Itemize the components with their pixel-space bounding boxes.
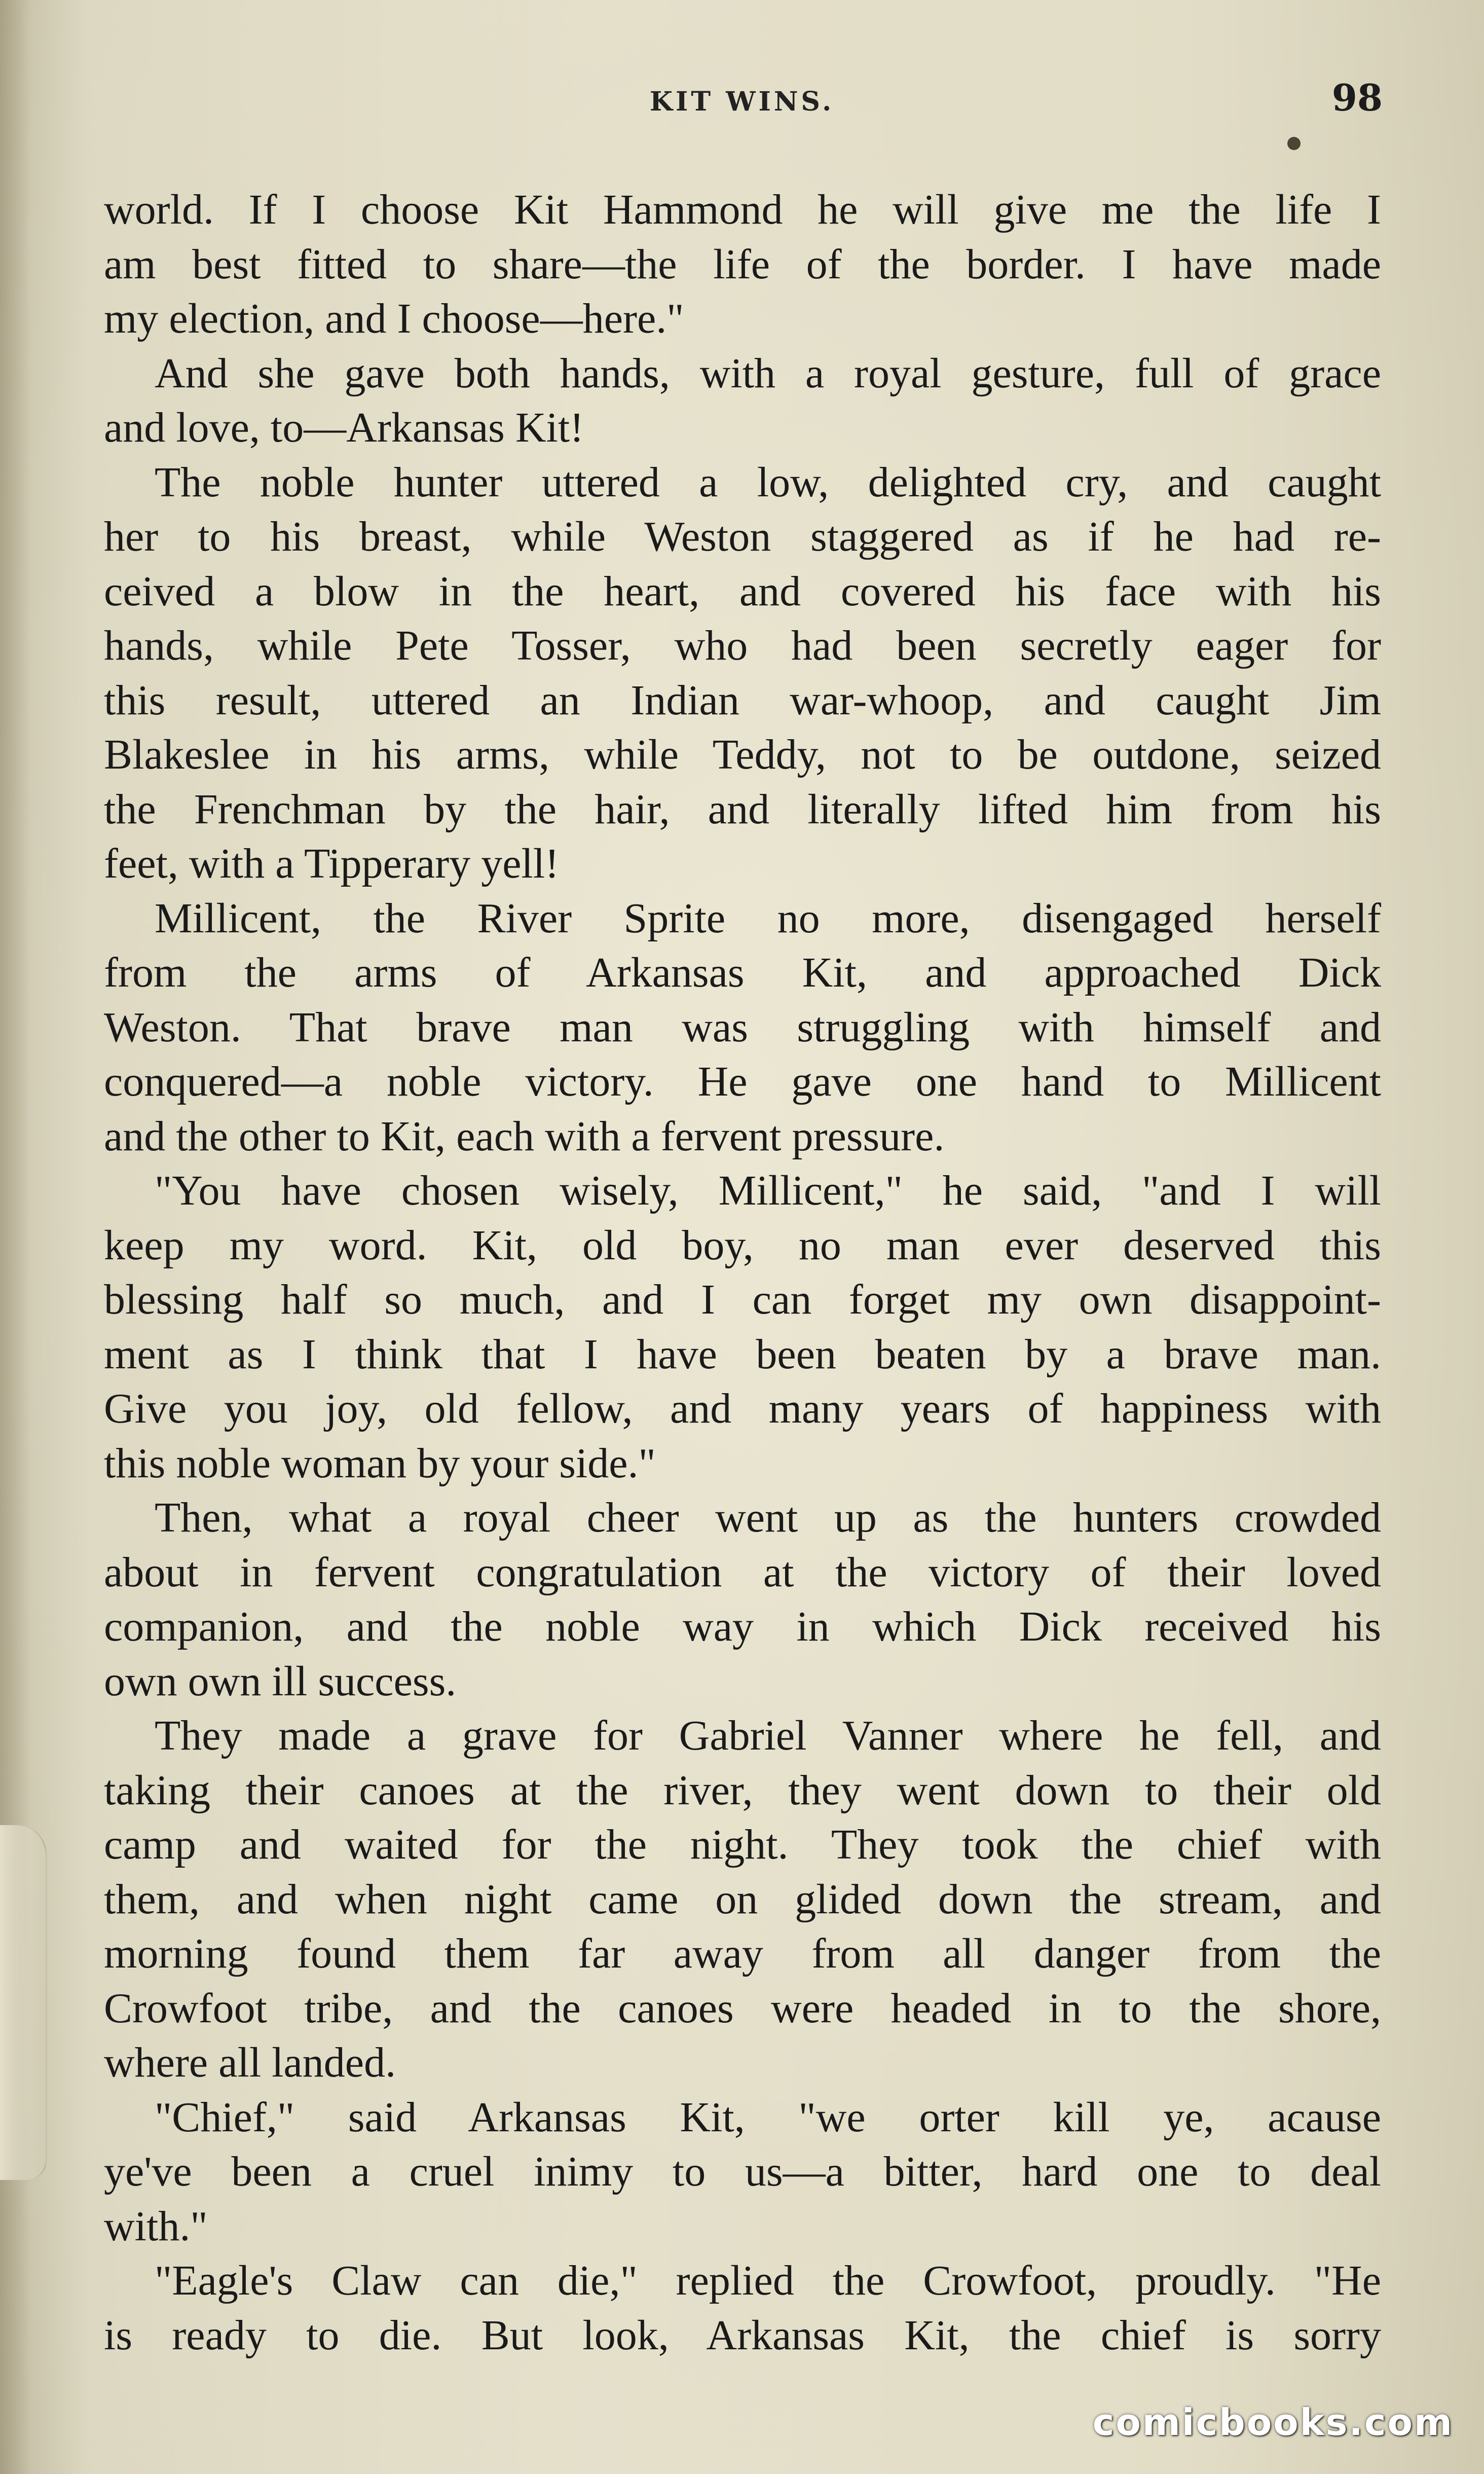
text-line: ye've been a cruel inimy to us—a bitter, hard one to deal: [104, 2148, 1381, 2195]
text-line: They made a grave for Gabriel Vanner where he fell, and: [155, 1712, 1381, 1759]
text-line: Give you joy, old fellow, and many years of happiness with: [104, 1385, 1381, 1432]
running-title: KIT WINS.: [649, 86, 835, 117]
page-tear: [0, 1825, 47, 2180]
text-line: blessing half so much, and I can forget my own disappoint-: [104, 1276, 1381, 1323]
text-line: her to his breast, while Weston staggered as if he had re-: [104, 513, 1381, 560]
text-line: And she gave both hands, with a royal gesture, full of grace: [155, 349, 1381, 397]
text-line: with.": [104, 2202, 208, 2250]
text-line: companion, and the noble way in which Dick received his: [104, 1603, 1381, 1650]
text-line: camp and waited for the night. They took the chief with: [104, 1821, 1381, 1868]
text-line: is ready to die. But look, Arkansas Kit, the chief is sorry: [104, 2311, 1381, 2359]
text-line: The noble hunter uttered a low, delighted cry, and caught: [155, 458, 1381, 506]
text-line: morning found them far away from all danger from the: [104, 1930, 1381, 1977]
text-line: Then, what a royal cheer went up as the hunters crowded: [155, 1494, 1381, 1541]
ink-speck: [1287, 137, 1301, 150]
text-line: Blakeslee in his arms, while Teddy, not to be outdone, seized: [104, 731, 1381, 778]
text-line: "Chief," said Arkansas Kit, "we orter kill ye, acause: [155, 2093, 1381, 2141]
text-line: about in fervent congratulation at the victory of their loved: [104, 1548, 1381, 1596]
text-line: and love, to—Arkansas Kit!: [104, 404, 584, 451]
text-line: Crowfoot tribe, and the canoes were headed in to the shore,: [104, 1984, 1381, 2032]
page-number: 98: [1331, 76, 1383, 119]
text-line: and the other to Kit, each with a fervent pressure.: [104, 1112, 945, 1160]
text-line: ceived a blow in the heart, and covered his face with his: [104, 567, 1381, 615]
text-line: world. If I choose Kit Hammond he will give me the life I: [104, 186, 1381, 233]
text-line: Millicent, the River Sprite no more, disengaged herself: [155, 894, 1381, 942]
text-line: keep my word. Kit, old boy, no man ever deserved this: [104, 1221, 1381, 1269]
text-line: this noble woman by your side.": [104, 1439, 656, 1487]
text-line: feet, with a Tipperary yell!: [104, 840, 560, 887]
text-line: them, and when night came on glided down the stream, and: [104, 1875, 1381, 1923]
text-line: my election, and I choose—here.": [104, 295, 684, 342]
watermark: comicbooks.com: [1092, 2401, 1454, 2444]
text-line: this result, uttered an Indian war-whoop, and caught Jim: [104, 676, 1381, 724]
text-line: Weston. That brave man was struggling with himself and: [104, 1003, 1381, 1051]
text-line: where all landed.: [104, 2039, 396, 2086]
text-line: taking their canoes at the river, they went down to their old: [104, 1766, 1381, 1814]
text-line: hands, while Pete Tosser, who had been secretly eager for: [104, 622, 1381, 669]
text-line: the Frenchman by the hair, and literally lifted him from his: [104, 785, 1381, 833]
text-line: "Eagle's Claw can die," replied the Crowfoot, proudly. "He: [155, 2257, 1381, 2304]
text-line: from the arms of Arkansas Kit, and approached Dick: [104, 949, 1381, 996]
text-line: "You have chosen wisely, Millicent," he said, "and I will: [155, 1167, 1381, 1214]
text-line: ment as I think that I have been beaten by a brave man.: [104, 1330, 1381, 1378]
body-text: [104, 183, 1381, 2362]
text-line: own own ill success.: [104, 1657, 457, 1705]
text-line: am best fitted to share—the life of the border. I have made: [104, 240, 1381, 288]
text-line: conquered—a noble victory. He gave one hand to Millicent: [104, 1058, 1381, 1105]
